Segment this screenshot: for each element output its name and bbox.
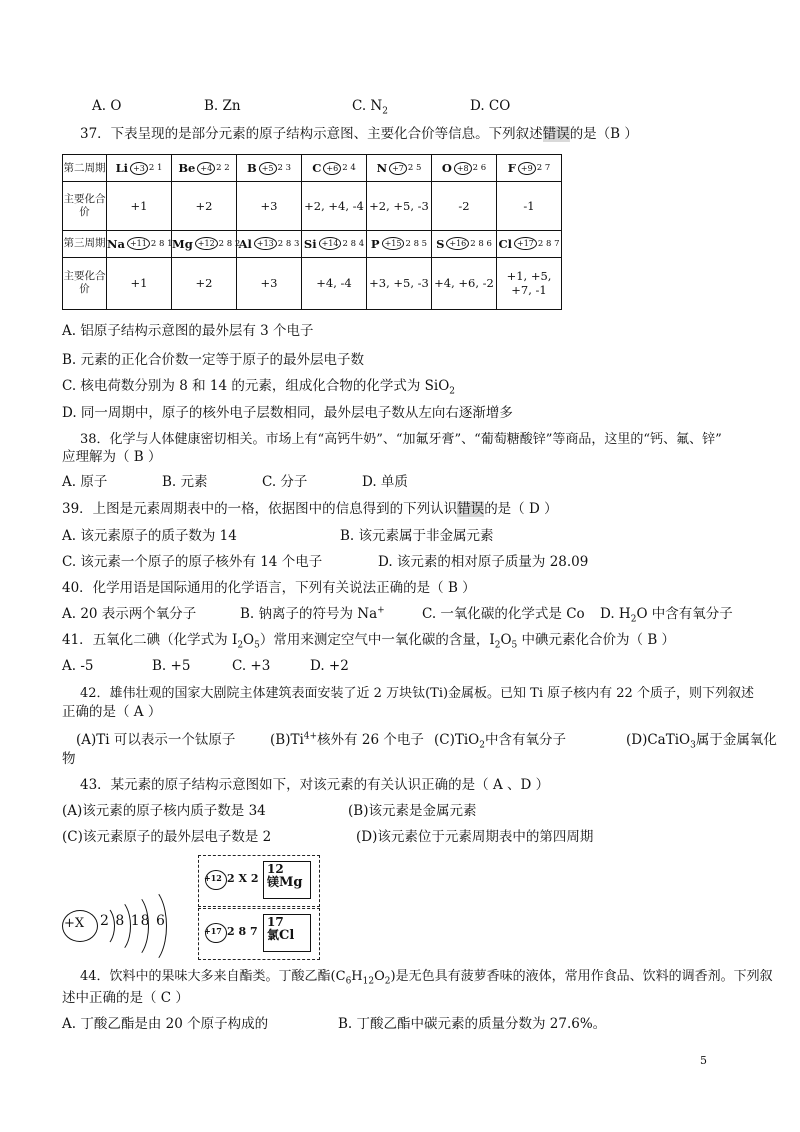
- valence-cell: -1: [497, 182, 562, 231]
- valence-cell: +2, +5, -3: [367, 182, 432, 231]
- q42-option-d-line2: 物: [62, 751, 76, 767]
- cl-figure: [198, 908, 320, 960]
- valence-cell: +2: [172, 182, 237, 231]
- valence-cell: +3: [237, 257, 302, 309]
- row-header: 主要化合价: [63, 257, 107, 309]
- atom-cell: Na +11 2 8 1: [107, 230, 172, 257]
- q39-option-d: D. 该元素的相对原子质量为 28.09: [378, 554, 589, 570]
- atom-cell: Al +13 2 8 3: [237, 230, 302, 257]
- atom-cell: Be +4 2 2: [172, 155, 237, 182]
- atom-cell: Cl +17 2 8 7: [497, 230, 562, 257]
- valence-cell: +2: [172, 257, 237, 309]
- atom-cell: B +5 2 3: [237, 155, 302, 182]
- table-row: [63, 182, 562, 231]
- atom-cell: Mg +12 2 8 2: [172, 230, 237, 257]
- valence-cell: +4, -4: [302, 257, 367, 309]
- q43-option-a: (A)该元素的原子核内质子数是 34: [62, 803, 266, 819]
- valence-cell: +3, +5, -3: [367, 257, 432, 309]
- q40-option-c: C. 一氧化碳的化学式是 Co: [422, 606, 585, 622]
- q44-option-b: B. 丁酸乙酯中碳元素的质量分数为 27.6%。: [338, 1016, 607, 1032]
- periodic-table: [62, 154, 562, 310]
- q41-option-c: C. +3: [232, 658, 271, 674]
- atom-cell: P +15 2 8 5: [367, 230, 432, 257]
- mg-nucleus: +12: [204, 873, 222, 883]
- q38-option-d: D. 单质: [362, 474, 408, 490]
- mg-element-cell: 12 镁Mg: [263, 861, 311, 899]
- q42-option-a: (A)Ti 可以表示一个钛原子: [76, 732, 236, 748]
- valence-cell: +4, +6, -2: [432, 257, 497, 309]
- atom-cell: C +6 2 4: [302, 155, 367, 182]
- atom-cell: S +16 2 8 6: [432, 230, 497, 257]
- q43-option-b: (B)该元素是金属元素: [348, 803, 477, 819]
- q42-option-c: (C)TiO$_2$中含有氧分子: [434, 732, 566, 751]
- atom-x-nucleus: +X: [64, 916, 85, 931]
- q38-stem-line2: 应理解为（ B ）: [62, 449, 162, 465]
- q44-stem: 44．饮料中的果味大多来自酯类。丁酸乙酯$(C_6H_{12}O_2)$是无色具有菠萝香味的液体，常用作食品、饮料的调香剂。下列叙: [80, 969, 773, 987]
- table-row: [63, 155, 562, 182]
- q37-option-d: D. 同一周期中，原子的核外电子层数相同，最外层电子数从左向右逐渐增多: [62, 405, 513, 421]
- q43-stem: 43．某元素的原子结构示意图如下，对该元素的有关认识正确的是（ A 、D ）: [80, 777, 550, 793]
- row-header: 第二周期: [63, 155, 107, 182]
- q44-stem-line2: 述中正确的是（ C ）: [62, 990, 189, 1006]
- q37-option-c: C. 核电荷数分别为 8 和 14 的元素，组成化合物的化学式为 SiO$_2$: [62, 378, 456, 397]
- q38-option-b: B. 元素: [162, 474, 208, 490]
- q38-option-c: C. 分子: [262, 474, 308, 490]
- table-row: [63, 257, 562, 309]
- valence-cell: +1: [107, 257, 172, 309]
- q43-option-c: (C)该元素原子的最外层电子数是 2: [62, 829, 272, 845]
- q36-option-b: B. Zn: [204, 98, 241, 114]
- valence-cell: +1, +5, +7, -1: [497, 257, 562, 309]
- q41-option-d: D. +2: [310, 658, 349, 674]
- q41-stem: 41．五氧化二碘（化学式为 $I_2O_5$）常用来测定空气中一氧化碳的含量，$I_2O_5$ 中碘元素化合价为（ B ）: [62, 632, 676, 651]
- q38-option-a: A. 原子: [62, 474, 108, 490]
- q44-option-a: A. 丁酸乙酯是由 20 个原子构成的: [62, 1016, 269, 1032]
- q38-stem: 38．化学与人体健康密切相关。市场上有“高钙牛奶”、“加氟牙膏”、“葡萄糖酸锌”等商品，这里的“钙、氟、锌”: [80, 432, 722, 447]
- q41-option-b: B. +5: [152, 658, 191, 674]
- valence-cell: -2: [432, 182, 497, 231]
- page-number: 5: [700, 1054, 707, 1067]
- q42-stem: 42．雄伟壮观的国家大剧院主体建筑表面安装了近 2 万块钛(Ti)金属板。已知 Ti 原子核内有 22 个质子，则下列叙述: [80, 686, 754, 701]
- mg-shells: 2 X 2: [227, 872, 259, 885]
- valence-cell: +1: [107, 182, 172, 231]
- q36-option-c: C. $N_2$: [352, 98, 388, 117]
- atom-cell: Li +3 2 1: [107, 155, 172, 182]
- atom-cell: N +7 2 5: [367, 155, 432, 182]
- q39-option-a: A. 该元素原子的质子数为 14: [62, 528, 237, 544]
- atom-cell: O +8 2 6: [432, 155, 497, 182]
- q42-option-b: $(B)Ti^{4+}$核外有 26 个电子: [270, 731, 424, 748]
- q37-stem: 37．下表呈现的是部分元素的原子结构示意图、主要化合价等信息。下列叙述错误的是（B ）: [80, 126, 638, 142]
- table-row: [63, 230, 562, 257]
- q41-option-a: A. -5: [62, 658, 94, 674]
- q43-option-d: (D)该元素位于元素周期表中的第四周期: [356, 829, 594, 845]
- q40-option-b: B. 钠离子的符号为 Na+: [240, 605, 385, 622]
- cl-nucleus: +17: [204, 926, 222, 936]
- cl-shells: 2 8 7: [227, 925, 258, 938]
- row-header: 第三周期: [63, 230, 107, 257]
- q39-option-b: B. 该元素属于非金属元素: [340, 528, 494, 544]
- q40-option-d: D. $H_2O$ 中含有氧分子: [600, 606, 733, 625]
- q37-option-b: B. 元素的正化合价数一定等于原子的最外层电子数: [62, 352, 365, 368]
- q36-option-d: D. CO: [470, 98, 511, 114]
- q39-option-c: C. 该元素一个原子的原子核外有 14 个电子: [62, 554, 323, 570]
- q42-stem-line2: 正确的是（ A ）: [62, 704, 162, 720]
- q39-stem: 39．上图是元素周期表中的一格，依据图中的信息得到的下列认识错误的是（ D ）: [62, 501, 558, 517]
- q42-option-d: (D)CaTiO$_3$属于金属氧化: [626, 732, 777, 751]
- q36-option-a: A. O: [92, 98, 122, 114]
- q40-stem: 40．化学用语是国际通用的化学语言，下列有关说法正确的是（ B ）: [62, 580, 476, 596]
- atom-cell: F +9 2 7: [497, 155, 562, 182]
- mg-figure: [198, 855, 320, 907]
- valence-cell: +3: [237, 182, 302, 231]
- q37-option-a: A. 铝原子结构示意图的最外层有 3 个电子: [62, 323, 314, 339]
- atom-cell: Si +14 2 8 4: [302, 230, 367, 257]
- valence-cell: +2, +4, -4: [302, 182, 367, 231]
- atom-x-shells: 2 8 18 6: [100, 913, 166, 929]
- cl-element-cell: 17 氯Cl: [263, 914, 311, 952]
- row-header: 主要化合价: [63, 182, 107, 231]
- q40-option-a: A. 20 表示两个氧分子: [62, 606, 197, 622]
